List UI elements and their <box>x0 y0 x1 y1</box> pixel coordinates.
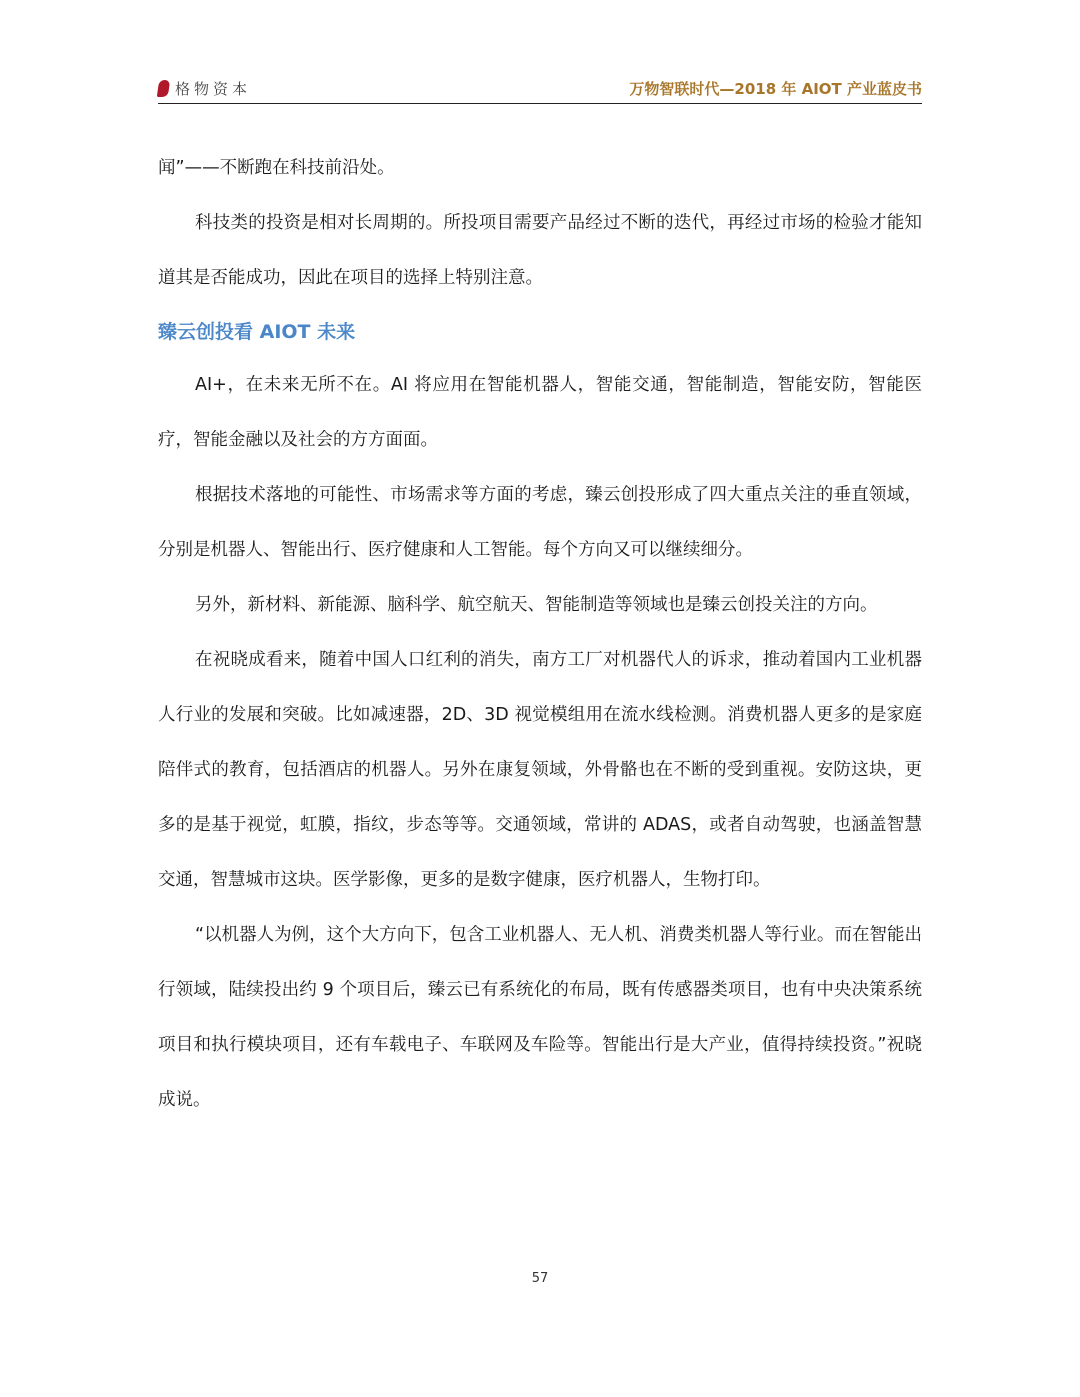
paragraph-continuation: 闻”——不断跑在科技前沿处。 <box>158 158 395 178</box>
paragraph-quote: “以机器人为例，这个大方向下，包含工业机器人、无人机、消费类机器人等行业。而在智能出行领域，陆续投出约 9 个项目后，臻云已有系统化的布局，既有传感器类项目，也有中央决策系统项目和执行模块项目，还有车载电子、车联网及车险等。智能出行是大产业，值得持续投资。”祝晓成说。 <box>158 925 922 1110</box>
paragraph-investment-cycle: 科技类的投资是相对长周期的。所投项目需要产品经过不断的迭代，再经过市场的检验才能知道其是否能成功，因此在项目的选择上特别注意。 <box>158 213 922 288</box>
paragraph-ai-everywhere: AI+，在未来无所不在。AI 将应用在智能机器人，智能交通，智能制造，智能安防，智能医疗，智能金融以及社会的方方面面。 <box>158 375 922 450</box>
header-divider <box>158 103 922 104</box>
page-body <box>158 141 922 1128</box>
logo-mark-icon <box>157 80 170 97</box>
page-header <box>158 74 922 104</box>
section-heading: 臻云创投看 AIOT 未来 <box>158 321 356 343</box>
paragraph-robotics-view: 在祝晓成看来，随着中国人口红利的消失，南方工厂对机器代人的诉求，推动着国内工业机器人行业的发展和突破。比如减速器，2D、3D 视觉模组用在流水线检测。消费机器人更多的是家庭陪伴式的教育，包括酒店的机器人。另外在康复领域，外骨骼也在不断的受到重视。安防这块，更多的是基于视觉，虹膜，指纹，步态等等。交通领域，常讲的 ADAS，或者自动驾驶，也涵盖智慧交通，智慧城市这块。医学影像，更多的是数字健康，医疗机器人，生物打印。 <box>158 650 922 890</box>
company-logo <box>158 78 251 99</box>
paragraph-four-verticals: 根据技术落地的可能性、市场需求等方面的考虑，臻云创投形成了四大重点关注的垂直领域，分别是机器人、智能出行、医疗健康和人工智能。每个方向又可以继续细分。 <box>158 485 922 560</box>
paragraph-other-fields: 另外，新材料、新能源、脑科学、航空航天、智能制造等领域也是臻云创投关注的方向。 <box>195 595 878 615</box>
page-number: 57 <box>531 1271 549 1286</box>
logo-text: 格物资本 <box>175 80 252 98</box>
document-title: 万物智联时代—2018 年 AIOT 产业蓝皮书 <box>629 80 922 98</box>
